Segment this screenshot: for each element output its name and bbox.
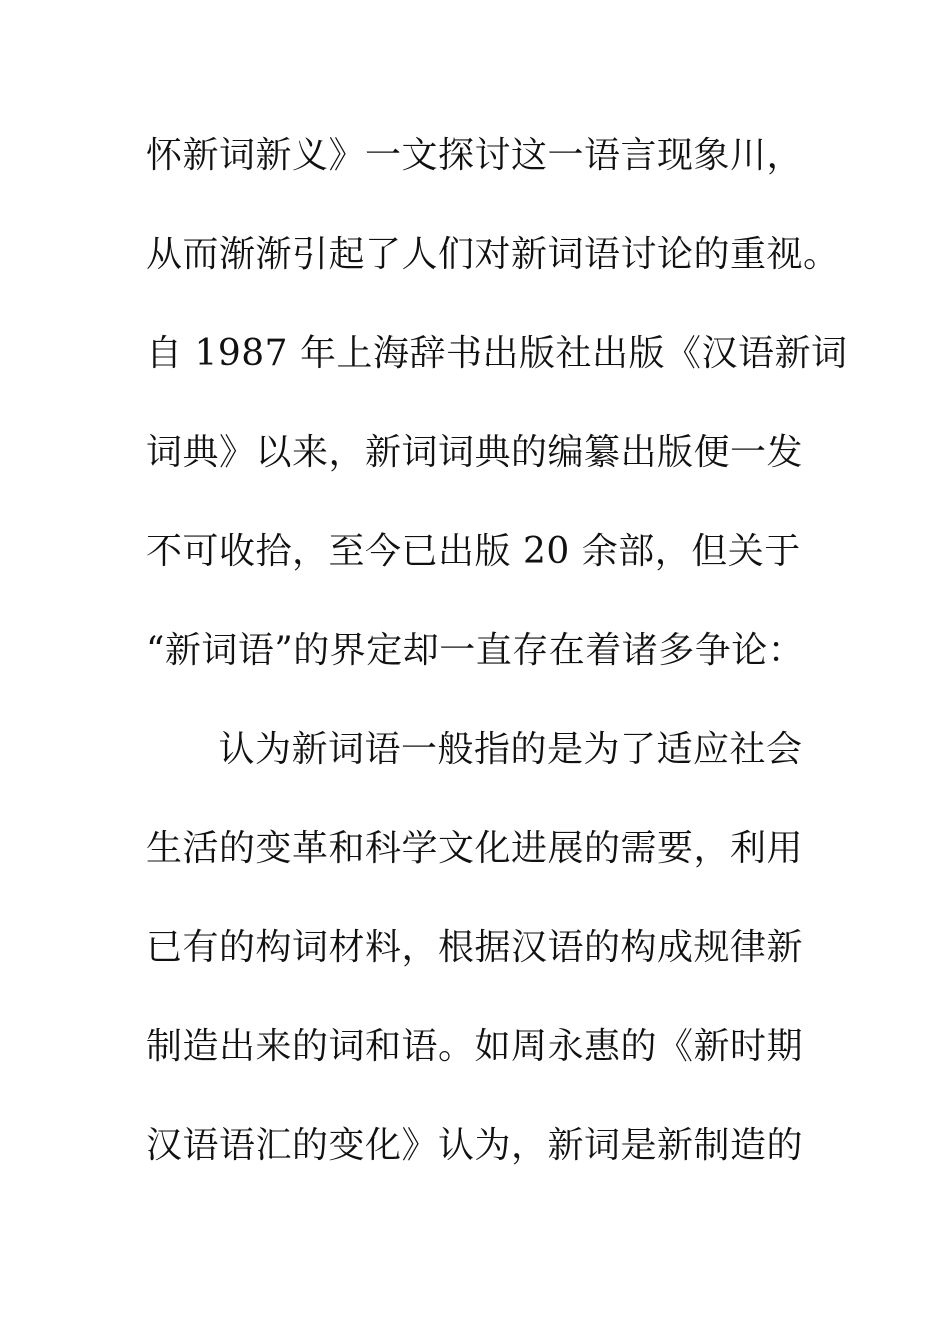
text-line-10: 制造出来的词和语。如周永惠的《新时期 (146, 1026, 804, 1067)
text-line-8: 生活的变革和科学文化进展的需要，利用 (146, 828, 804, 869)
text-line-9: 已有的构词材料，根据汉语的构成规律新 (146, 927, 804, 968)
text-line-1: 怀新词新义》一文探讨这一语言现象川， (146, 135, 804, 176)
text-line-2: 从而渐渐引起了人们对新词语讨论的重视。 (146, 234, 840, 275)
text-line-11: 汉语语汇的变化》认为，新词是新制造的 (146, 1125, 804, 1166)
text-line-7-indented: 认为新词语一般指的是为了适应社会 (182, 729, 803, 770)
text-line-6: “新词语”的界定却一直存在着诸多争论： (146, 630, 805, 671)
text-line-4: 词典》以来，新词词典的编纂出版便一发 (146, 432, 804, 473)
text-line-3: 自 1987 年上海辞书出版社出版《汉语新词 (146, 333, 848, 374)
text-line-5: 不可收拾，至今已出版 20 余部，但关于 (146, 531, 801, 572)
